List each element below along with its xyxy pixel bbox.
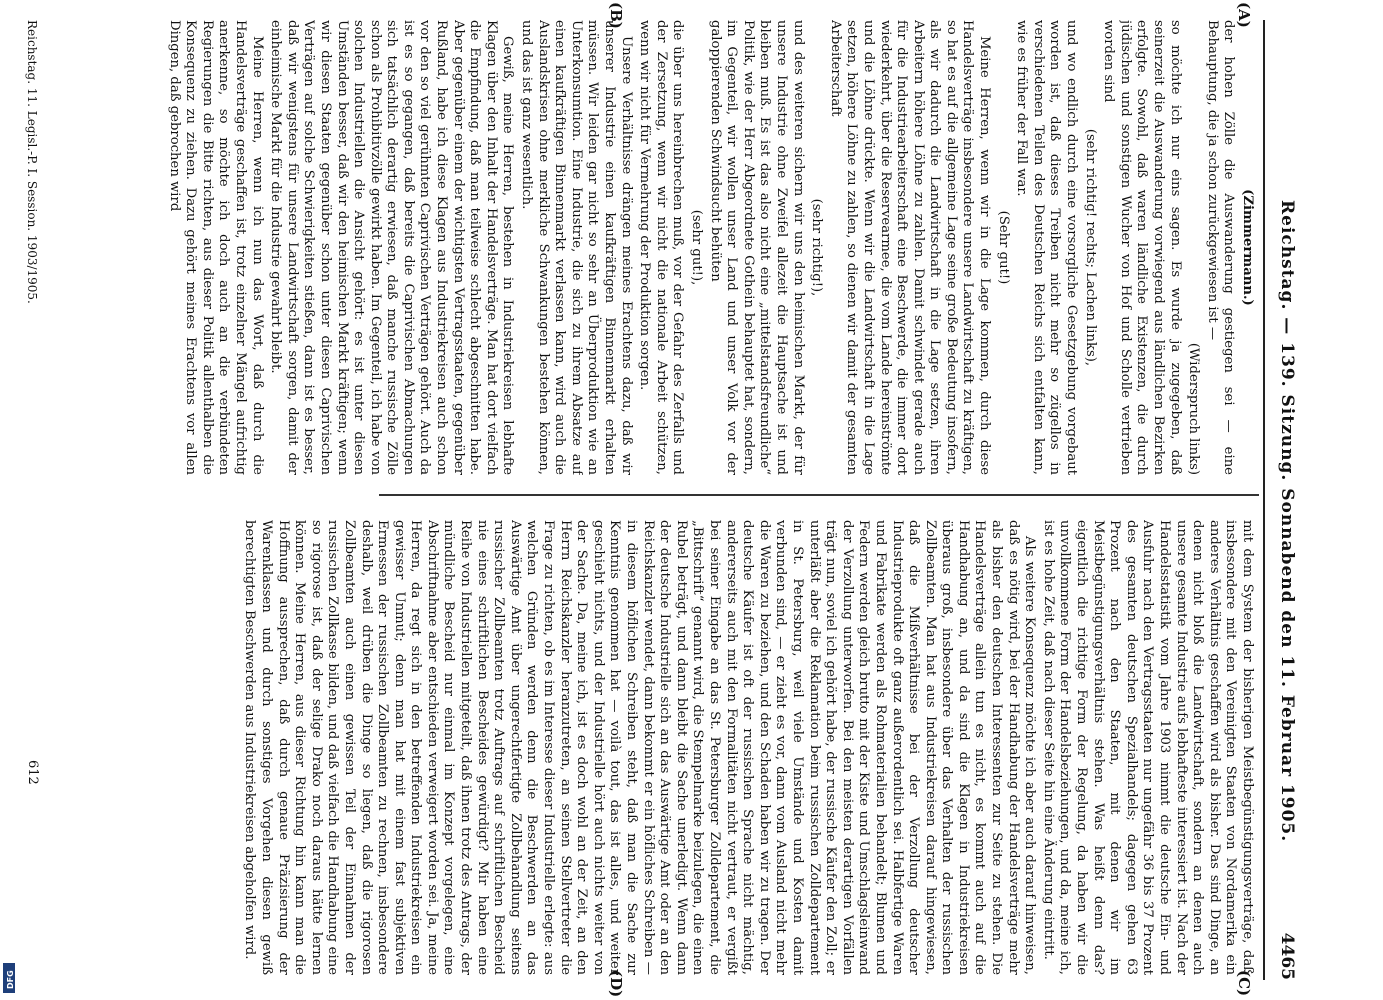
speaker-name: (Zimmermann.) xyxy=(1240,189,1255,306)
paragraph: die über uns hereinbrechen muß, vor der Gefahr des Zerfalls und der Zersetzung, wenn wir nicht die nationale Arbeit schützen, wenn wir nicht für Vermehrung der Produktion sorgen. xyxy=(637,20,686,475)
interjection: (sehr gut!), xyxy=(689,209,704,286)
page-footer: Reichstag. 11. Legisl.-P. I. Session. 1903/1905. xyxy=(25,20,39,304)
left-column xyxy=(55,20,1255,475)
paragraph: und des weiteren sichern wir uns den heimischen Markt, der für unsere Industrie ohne Zweifel allezeit die Hauptsache ist und bleiben muß. Es ist das also nicht eine „mittelstandsfreundliche“ Politik, wie der Herr Abgeordnete Gothein behauptet hat, sondern, im Gegenteil, wir wollen unser Land und unser Volk vor der galoppierenden Schwindsucht behüten xyxy=(707,20,806,475)
paragraph: und wo endlich durch eine vorsorgliche Gesetzgebung vorgebaut worden ist, daß dieses Treiben nicht mehr so zügellos in verschiedenen Teilen des Deutschen Reichs sich entfalten kann, wie es früher der Fall war. xyxy=(1014,20,1080,475)
margin-marker-d: (D) xyxy=(607,970,625,998)
column-divider xyxy=(379,494,1259,496)
paragraph: Als weitere Konsequenz möchte ich aber auch darauf hinweisen, daß es nötig wird, bei der Handhabung der Handelsverträge mehr als bisher den deutschen Interessenten zur Seite zu stehen. Die Handelsverträge allein tun es nicht, es kommt auch auf die Handhabung an, und da sind die Klagen in Industriekreisen überaus groß, insbesondere über das Verhalten der russischen Zollbeamten. Man hat aus Industriekreisen darauf hingewiesen, daß die Mißverhältnisse bei der Verzollung deutscher Industrieprodukte oft ganz außerordentlich sei. Halbfertige Waren und Fabrikate werden als Rohmaterialien behandelt; Blumen und Federn werden gleich brutto mit der Kiste und Umschlagsleinwand der Verzollung unterworfen. Bei den meisten derartigen Vorfällen trägt nun, soviel ich gehört habe, der russische Käufer den Zoll; er unterläßt aber die Reklamation beim russischen Zolldepartement in St. Petersburg, weil viele Umstände und Kosten damit verbunden sind, — er zieht es vor, dann vom Ausland nicht mehr die Waren zu beziehen, und den Schaden haben wir zu tragen. Der deutsche Käufer ist oft der russischen Sprache nicht mächtig, andererseits auch mit den Formalitäten nicht vertraut, er vergißt bei seiner Eingabe an das St. Petersburger Zolldepartement, die „Bittschrift“ genannt wird, die Stempelmarke beizulegen, die einen Rubel beträgt, und dann bleibt die Sache unerledigt. Wenn dann der deutsche Industrielle sich an das Auswärtige Amt oder an den Reichskanzler wendet, dann bekommt er ein höfliches Schreiben — in diesem höflichen Schreiben steht, daß man die Sache zur Kenntnis genommen hat — voilà tout, das ist alles, und weiter geschieht nichts, und der Industrielle hört auch nichts weiter von der Sache. Da, meine ich, ist es doch wohl an der Zeit, an den Herrn Reichskanzler heranzutreten, an seinen Stellvertreter die Frage zu richten, ob es im Interesse dieser Industrielle erlegte: aus welchen Gründen werden denn die Beschwerden an das Auswärtige Amt über ungerechtfertigte Zollbehandlung seitens russischer Zollbeamten trotz Auftrags auf schriftlichen Bescheid nie eines schriftlichen Bescheides gewürdigt? Mir haben eine Reihe von Industriellen mitgeteilt, daß ihnen trotz des Antrags, der mündliche Bescheid nur einmal im Konzept vorgelegen, eine Abschriftnahme aber entschieden verweigert worden sei. Ja, meine Herren, da regt sich in den betreffenden Industriekreisen ein gewisser Unmut; denn man hat mit einem fast subjektiven Ermessen der russischen Zollbeamten zu rechnen, insbesondere deshalb, weil drüben die Dinge so liegen, daß die rigorosen Zollbeamten auch einen gewissen Teil der Einnahmen der russischen Zollkasse bilden, und daß vielfach die Handhabung eine so rigorose ist, daß der selige Drako noch daraus hätte lernen können. Meine Herren, aus dieser Richtung hin kann man die Hoffnung aussprechen, daß durch genaue Präzisierung der Warenklassen und durch sonstiges Vorgehen diesen gewiß berechtigten Beschwerden aus Industriekreisen abgeholfen wird. xyxy=(242,520,1038,975)
interjection: (Widerspruch links) xyxy=(1186,342,1202,475)
paragraph: Unsere Verhältnisse drängen meines Erachtens dazu, daß wir unserer Industrie einen kaufkräftigen Binnenmarkt erhalten müssen. Wir leiden gar nicht so sehr an Überproduktion wie an Unterkonsumtion. Eine Industrie, die sich zu ihrem Absatze auf einen kaufkräftigen Binnenmarkt verlassen kann, wird auch die Auslandskrisen ohne merkliche Schwankungen bestehen können, und das ist ganz wesentlich. xyxy=(519,20,634,475)
interjection: (sehr richtig!), xyxy=(809,198,825,297)
interjection: (sehr richtig! rechts; Lachen links), xyxy=(1082,128,1098,367)
footer-number: 612 xyxy=(25,760,40,785)
paragraph: so möchte ich nur eins sagen. Es wurde ja zugegeben, daß seinerzeit die Auswanderung vorwiegend aus ländlichen Bezirken erfolgte. Sowohl, daß waren ländliche Existenzen, die durch jüdischen und sonstigen Wucher von Hof und Scholle vertrieben worden sind xyxy=(1101,20,1183,475)
margin-marker-b: (B) xyxy=(607,2,625,29)
dfg-logo: DFG xyxy=(3,963,19,993)
paragraph: Meine Herren, wenn wir in die Lage kommen, durch diese Handelsverträge insbesondere unsere Landwirtschaft zu kräftigen, so hat es auf die allgemeine Lage seine große Bedeutung insofern, als wir dadurch die Landwirtschaft in die Lage setzen, ihren Arbeitern höhere Löhne zu zahlen. Damit schwindet gerade auch für die Industriearbeiterschaft eine Beschwerde, die immer dort wiederkehrt, über die Reservearmee, die vom Lande hereinströmte und die Löhne drückte. Wenn wir die Landwirtschaft in die Lage setzen, höhere Löhne zu zahlen, so dienen wir damit der gesamten Arbeiterschaft xyxy=(827,20,993,475)
page-header xyxy=(1267,20,1307,980)
paragraph: Meine Herren, wenn ich nun das Wort, daß durch die Handelsverträge geschaffen ist, trotz einzelner Mängel aufrichtig anerkenne, so möchte ich doch auch an die verbündeten Regierungen die Bitte richten, aus dieser Politik allenthalben die Konsequenz zu ziehen. Dazu gehört meines Erachtens vor allen Dingen, daß gebrochen wird xyxy=(166,20,265,475)
page-number: 4465 xyxy=(1277,932,1297,980)
margin-marker-a: (A) xyxy=(1235,2,1253,28)
header-title: Reichstag. — 139. Sitzung. Sonnabend den 11. Februar 1905. xyxy=(1277,200,1297,843)
interjection: (Sehr gut!) xyxy=(995,210,1011,285)
right-column xyxy=(55,520,1255,975)
paragraph: mit dem System der bisherigen Meistbegünstigungsverträge, daß insbesondere mit den Vereinigten Staaten von Nordamerika ein anderes Verhältnis geschaffen wird als bisher. Das sind Dinge, an denen nicht bloß die Landwirtschaft, sondern an denen auch unsere gesamte Industrie aufs lebhafteste interessiert ist. Nach der Handelsstatistik vom Jahre 1903 nimmt die deutsche Ein- und Ausfuhr nach den Vertragsstaaten nur ungefähr 36 bis 37 Prozent des gesamten deutschen Spezialhandels; dagegen gehen 63 Prozent nach den Staaten, mit denen wir im Meistbegünstigungsverhältnis stehen. Was heißt denn das? eigentlich die richtige Form der Regelung, da haben wir die unvollkommene Form der Handelsbeziehungen, und da, meine ich, ist es hohe Zeit, daß nach dieser Seite hin eine Änderung eintritt. xyxy=(1040,520,1255,975)
margin-marker-c: (C) xyxy=(1235,970,1253,997)
paragraph: der hohen Zölle die Auswanderung gestiegen sei — eine Behauptung, die ja schon zurückgewiesen ist — xyxy=(1204,20,1237,475)
paragraph: Gewiß, meine Herren, bestehen in Industriekreisen lebhafte Klagen über den Inhalt der Handelsverträge. Man hat dort vielfach die Empfindung, daß man teilweise schlecht abgeschnitten habe. Aber gegenüber einem der wichtigsten Vertragsstaaten, gegenüber Rußland, habe ich diese Klagen aus Industriekreisen auch schon vor den so viel gerühmten Caprivischen Verträgen gehört. Auch da ist es so gegangen, daß bereits die Caprivischen Abmachungen sich tatsächlich derartig erwiesen, daß manche russische Zölle schon als Prohibitivzölle gewirkt haben. Im Gegenteil, ich habe von solchen Industriellen die Ansicht gehört: es ist unter diesen Umständen besser, daß wir den heimischen Markt kräftigen; wenn wir diesen Staaten gegenüber schon unter diesen Caprivischen Verträgen auf solche Schwierigkeiten stießen, dann ist es besser, daß wir wenigstens für unsere Landwirtschaft sorgen, damit der einheimische Markt für die Industrie gewahrt bleibt. xyxy=(268,20,516,475)
header-rule xyxy=(1263,20,1265,980)
scanned-page xyxy=(15,0,1315,1000)
